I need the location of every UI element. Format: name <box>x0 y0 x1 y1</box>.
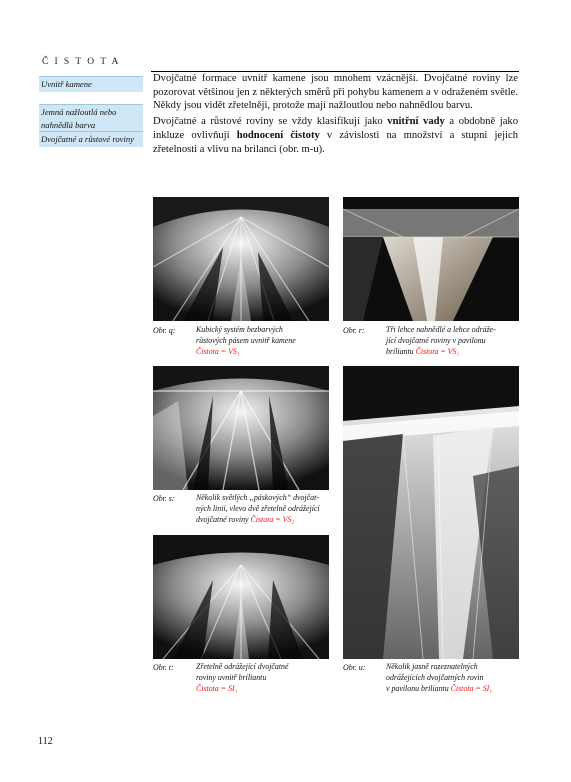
sidebar-item-jemna-barva: Jemná nažloutlá nebo nahnědlá barva <box>39 104 143 133</box>
caption-s-grade: Čistota = VS₂ <box>250 515 295 524</box>
emphasis-hodnoceni-cistoty: hodnocení čistoty <box>236 129 320 141</box>
photo-t-diamond <box>153 535 329 659</box>
sidebar-item-uvnitr-kamene: Uvnitř kamene <box>39 76 143 92</box>
caption-t-text: Zřetelně odrážející dvojčatné roviny uvnitř briliantu Čistota = SI₁ <box>196 662 289 693</box>
body-text <box>153 72 518 156</box>
caption-r-text: Tři lehce nahnědlé a lehce odráže- jící dvojčatné roviny v pavilonu briliantu Čistota = VS₁ <box>386 325 496 356</box>
photo-q-diamond <box>153 197 329 321</box>
caption-q-label: Obr. q: <box>153 326 176 335</box>
caption-q-text: Kubický systém bezbarvých růstových pásem uvnitř kamene Čistota = VS₁ <box>196 325 296 356</box>
caption-r-label: Obr. r: <box>343 326 365 335</box>
section-title: ČISTOTA <box>42 57 125 67</box>
page-number: 112 <box>38 736 53 747</box>
paragraph-2: Dvojčatné a růstové roviny se vždy klasifikují jako vnitřní vady a obdobně jako inkluze ovlivňují hodnocení čistoty v závislosti na množství a stupni jejich zřetelnosti a vlivu na brilanci (obr. m-u). <box>153 116 518 155</box>
caption-t-grade: Čistota = SI₁ <box>196 684 238 693</box>
photo-r-diamond <box>343 197 519 321</box>
caption-u-label: Obr. u: <box>343 663 366 672</box>
caption-s-label: Obr. s: <box>153 494 175 503</box>
caption-s-text: Několik světlých „páskových“ dvojčat- ných linií, vlevo dvě zřetelně odrážející dvojčatné roviny Čistota = VS₂ <box>196 493 320 524</box>
caption-u-text: Několik jasně rozeznatelných odrážejících dvojčatných rovin v pavilonu briliantu Čistota = SI₁ <box>386 662 493 693</box>
sidebar-item-dvojcatne-roviny: Dvojčatné a růstové roviny <box>39 131 143 147</box>
paragraph-1: Dvojčatné formace uvnitř kamene jsou mnohem vzácnější. Dvojčatné roviny lze pozorovat většinou jen z některých směrů při pohybu kamenem a v odraženém světle. Někdy jsou vidět zřetelněji, protože mají nažloutlou nebo nahnědlou barvu. <box>153 73 518 112</box>
photo-u-diamond <box>343 366 519 659</box>
photo-s-diamond <box>153 366 329 490</box>
caption-q-grade: Čistota = VS₁ <box>196 347 240 356</box>
caption-u-grade: Čistota = SI₁ <box>450 684 493 693</box>
caption-r-grade: Čistota = VS₁ <box>415 347 460 356</box>
emphasis-vnitrni-vady: vnitřní vady <box>387 116 445 128</box>
caption-t-label: Obr. t: <box>153 663 174 672</box>
